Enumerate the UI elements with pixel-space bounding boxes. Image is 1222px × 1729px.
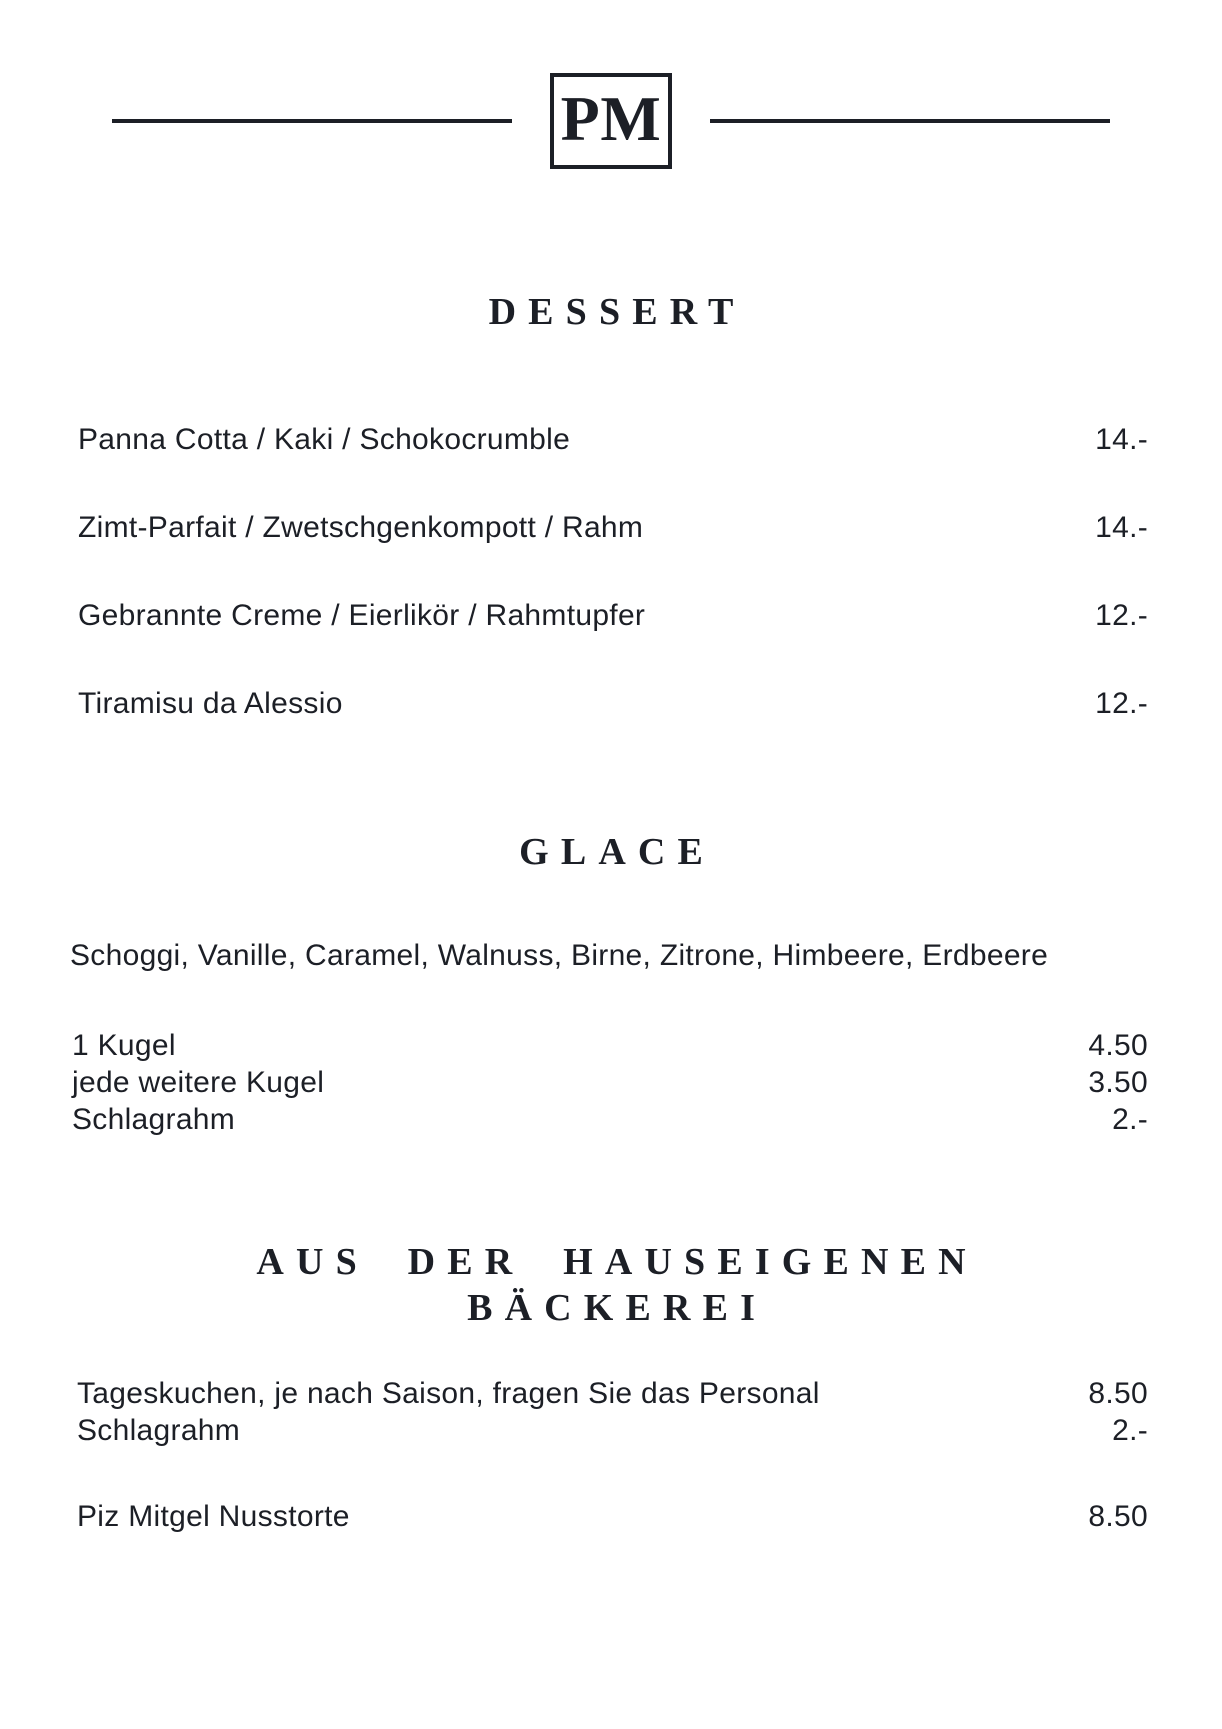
- menu-item-name: Tageskuchen, je nach Saison, fragen Sie das Personal: [77, 1377, 820, 1410]
- menu-item-price: 14.-: [1095, 423, 1148, 456]
- dessert-items: [0, 423, 1222, 721]
- menu-item-row: [0, 1377, 1222, 1411]
- glace-items: [0, 1029, 1222, 1137]
- menu-item-price: 12.-: [1095, 599, 1148, 632]
- menu-item-name: Schlagrahm: [77, 1414, 241, 1447]
- logo-box: [550, 73, 672, 169]
- header-rule-left: [112, 119, 512, 123]
- menu-item-row: [0, 687, 1222, 721]
- menu-item-price: 8.50: [1088, 1377, 1148, 1410]
- menu-item-row: [0, 511, 1222, 545]
- section-title-bakery: [0, 1239, 1222, 1331]
- menu-item-price: 14.-: [1095, 511, 1148, 544]
- section-title-glace: GLACE: [519, 831, 716, 873]
- menu-item-price: 8.50: [1088, 1500, 1148, 1533]
- menu-item-row: [0, 423, 1222, 457]
- menu-header: [0, 0, 1222, 169]
- bakery-items: [0, 1377, 1222, 1534]
- logo-monogram: PM: [560, 83, 662, 154]
- menu-item-name: 1 Kugel: [72, 1029, 176, 1062]
- glace-flavors: Schoggi, Vanille, Caramel, Walnuss, Birne, Zitrone, Himbeere, Erdbeere: [70, 939, 1049, 972]
- menu-item-price: 2.-: [1112, 1414, 1148, 1447]
- menu-item-row: [0, 1029, 1222, 1063]
- header-rule-right: [710, 119, 1110, 123]
- menu-item-price: 4.50: [1088, 1029, 1148, 1062]
- menu-item-price: 12.-: [1095, 687, 1148, 720]
- section-title-dessert: DESSERT: [488, 291, 746, 333]
- menu-item-row: [0, 1103, 1222, 1137]
- menu-item-name: Zimt-Parfait / Zwetschgenkompott / Rahm: [78, 511, 644, 544]
- menu-item-name: Piz Mitgel Nusstorte: [77, 1500, 350, 1533]
- menu-item-row: [0, 599, 1222, 633]
- section-title-bakery-line1: AUS DER HAUSEIGENEN: [256, 1241, 978, 1283]
- section-title-bakery-line2: BÄCKEREI: [467, 1287, 768, 1329]
- menu-item-row: [0, 1414, 1222, 1448]
- menu-item-name: Panna Cotta / Kaki / Schokocrumble: [78, 423, 571, 456]
- menu-item-name: Gebrannte Creme / Eierlikör / Rahmtupfer: [78, 599, 646, 632]
- menu-item-price: 3.50: [1088, 1066, 1148, 1099]
- menu-item-price: 2.-: [1112, 1103, 1148, 1136]
- menu-item-row: [0, 1500, 1222, 1534]
- menu-item-row: [0, 1066, 1222, 1100]
- menu-item-name: jede weitere Kugel: [72, 1066, 325, 1099]
- menu-item-name: Tiramisu da Alessio: [78, 687, 343, 720]
- menu-item-name: Schlagrahm: [72, 1103, 236, 1136]
